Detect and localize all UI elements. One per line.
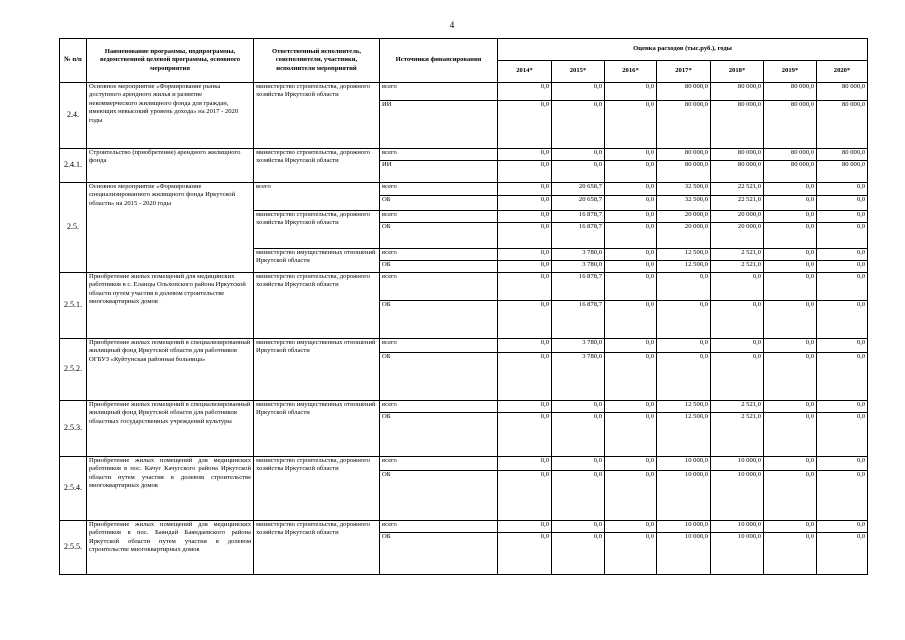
cell-value: 0,0 (498, 211, 552, 223)
table-row (60, 401, 868, 413)
row-executor: министерство строительства, дорожного хозяйства Иркутской области (254, 457, 380, 521)
cell-value: 0,0 (817, 353, 868, 401)
cell-value: 80 000,0 (657, 101, 711, 149)
cell-value: 16 878,7 (552, 273, 605, 301)
row-name: Приобретение жилых помещений для медицинских работников в пос. Качуг Качугского района Иркутской области путем участия в долевом строительстве многоквартирных домов (87, 457, 254, 521)
cell-value: 0,0 (552, 521, 605, 533)
cell-value: 3 780,0 (552, 339, 605, 353)
row-source: всего (380, 149, 498, 161)
row-source: всего (380, 273, 498, 301)
row-source: всего (380, 401, 498, 413)
row-name: Основное мероприятие «Формирование рынка доступного арендного жилья и развитие некоммерческого жилищного фонда для граждан, имеющих невысокий уровень дохода» на 2017 - 2020 годы (87, 83, 254, 149)
header-executor: Ответственный исполнитель, соисполнители, участники, исполнители мероприятий (254, 39, 380, 83)
cell-value: 32 500,0 (657, 196, 711, 211)
cell-value: 0,0 (817, 301, 868, 339)
cell-value: 0,0 (498, 101, 552, 149)
cell-value: 12 500,0 (657, 261, 711, 273)
cell-value: 80 000,0 (764, 161, 817, 183)
cell-value: 0,0 (605, 101, 657, 149)
row-source: всего (380, 249, 498, 261)
table-row (60, 521, 868, 533)
cell-value: 0,0 (552, 457, 605, 471)
row-source: ОБ (380, 196, 498, 211)
row-name: Основное мероприятие «Формирование специализированного жилищного фонда Иркутской области» на 2015 - 2020 годы (87, 183, 254, 273)
table-row (60, 457, 868, 471)
cell-value: 3 780,0 (552, 249, 605, 261)
cell-value: 0,0 (711, 273, 764, 301)
cell-value: 0,0 (605, 161, 657, 183)
cell-value: 0,0 (498, 83, 552, 101)
row-name: Приобретение жилых помещений в специализированный жилищный фонд Иркутской области для работников областных государственных учреждений культуры (87, 401, 254, 457)
cell-value: 0,0 (552, 101, 605, 149)
cell-value: 0,0 (817, 339, 868, 353)
row-source: всего (380, 183, 498, 196)
cell-value: 20 000,0 (657, 223, 711, 249)
row-name: Строительство (приобретение) арендного жилищного фонда (87, 149, 254, 183)
cell-value: 0,0 (764, 471, 817, 521)
cell-value: 0,0 (657, 353, 711, 401)
cell-value: 0,0 (817, 401, 868, 413)
cell-value: 12 500,0 (657, 413, 711, 457)
cell-value: 0,0 (498, 273, 552, 301)
row-source: всего (380, 83, 498, 101)
cell-value: 0,0 (764, 261, 817, 273)
row-executor: министерство строительства, дорожного хозяйства Иркутской области (254, 521, 380, 575)
row-executor: министерство имущественных отношений Иркутской области (254, 339, 380, 401)
cell-value: 0,0 (764, 211, 817, 223)
header-year: 2015* (552, 61, 605, 83)
cell-value: 0,0 (498, 521, 552, 533)
cell-value: 0,0 (498, 401, 552, 413)
cell-value: 20 658,7 (552, 183, 605, 196)
row-name: Приобретение жилых помещений для медицинских работников в пос. Баяндай Баяндаевского района Иркутской области путем участия в долевом строительстве многоквартирных домов (87, 521, 254, 575)
cell-value: 80 000,0 (817, 83, 868, 101)
cell-value: 32 500,0 (657, 183, 711, 196)
cell-value: 80 000,0 (657, 83, 711, 101)
page-number: 4 (449, 20, 455, 30)
cell-value: 0,0 (498, 149, 552, 161)
cell-value: 2 521,0 (711, 413, 764, 457)
row-source: всего (380, 211, 498, 223)
header-estimate: Оценка расходов (тыс.руб.), годы (498, 39, 868, 61)
table-row (60, 273, 868, 301)
cell-value: 0,0 (817, 457, 868, 471)
cell-value: 22 521,0 (711, 196, 764, 211)
cell-value: 0,0 (552, 149, 605, 161)
expenses-table (59, 38, 868, 575)
cell-value: 0,0 (605, 301, 657, 339)
row-number: 2.4.1. (60, 149, 87, 183)
cell-value: 0,0 (817, 533, 868, 575)
header-num: № п/п (60, 39, 87, 83)
cell-value: 12 500,0 (657, 249, 711, 261)
table-row (60, 183, 868, 196)
cell-value: 0,0 (605, 353, 657, 401)
cell-value: 0,0 (817, 413, 868, 457)
cell-value: 0,0 (817, 273, 868, 301)
row-source: всего (380, 339, 498, 353)
cell-value: 0,0 (552, 161, 605, 183)
cell-value: 0,0 (817, 521, 868, 533)
header-year: 2017* (657, 61, 711, 83)
cell-value: 0,0 (605, 183, 657, 196)
cell-value: 80 000,0 (764, 149, 817, 161)
row-source: всего (380, 521, 498, 533)
cell-value: 10 000,0 (711, 533, 764, 575)
header-year: 2016* (605, 61, 657, 83)
cell-value: 0,0 (498, 533, 552, 575)
cell-value: 0,0 (817, 471, 868, 521)
header-year: 2018* (711, 61, 764, 83)
cell-value: 0,0 (552, 413, 605, 457)
cell-value: 0,0 (605, 339, 657, 353)
row-source: ОБ (380, 533, 498, 575)
cell-value: 0,0 (552, 471, 605, 521)
row-source: ОБ (380, 301, 498, 339)
cell-value: 16 878,7 (552, 301, 605, 339)
cell-value: 0,0 (605, 149, 657, 161)
cell-value: 0,0 (498, 183, 552, 196)
cell-value: 0,0 (817, 223, 868, 249)
cell-value: 0,0 (817, 261, 868, 273)
cell-value: 80 000,0 (817, 161, 868, 183)
cell-value: 0,0 (657, 301, 711, 339)
row-number: 2.5. (60, 183, 87, 273)
cell-value: 0,0 (498, 161, 552, 183)
row-executor: министерство строительства, дорожного хозяйства Иркутской области (254, 273, 380, 339)
cell-value: 0,0 (764, 223, 817, 249)
cell-value: 0,0 (764, 273, 817, 301)
cell-value: 0,0 (605, 261, 657, 273)
cell-value: 10 000,0 (657, 521, 711, 533)
cell-value: 20 000,0 (657, 211, 711, 223)
cell-value: 80 000,0 (657, 161, 711, 183)
row-name: Приобретение жилых помещений в специализированный жилищный фонд Иркутской области для работников ОГБУЗ «Куйтунская районная больница» (87, 339, 254, 401)
cell-value: 10 000,0 (711, 521, 764, 533)
cell-value: 0,0 (498, 339, 552, 353)
row-executor: министерство строительства, дорожного хозяйства Иркутской области (254, 83, 380, 149)
cell-value: 3 780,0 (552, 261, 605, 273)
header-year: 2014* (498, 61, 552, 83)
cell-value: 10 000,0 (657, 533, 711, 575)
row-executor: министерство строительства, дорожного хозяйства Иркутской области (254, 149, 380, 183)
cell-value: 0,0 (764, 521, 817, 533)
cell-value: 0,0 (764, 413, 817, 457)
cell-value: 80 000,0 (764, 83, 817, 101)
cell-value: 0,0 (552, 533, 605, 575)
cell-value: 0,0 (605, 83, 657, 101)
cell-value: 16 878,7 (552, 211, 605, 223)
cell-value: 20 000,0 (711, 223, 764, 249)
cell-value: 0,0 (605, 413, 657, 457)
cell-value: 80 000,0 (817, 149, 868, 161)
cell-value: 0,0 (764, 183, 817, 196)
cell-value: 10 000,0 (711, 457, 764, 471)
row-executor: министерство имущественных отношений Иркутской области (254, 401, 380, 457)
cell-value: 0,0 (764, 249, 817, 261)
cell-value: 0,0 (552, 401, 605, 413)
header-row-1 (60, 39, 868, 61)
cell-value: 80 000,0 (817, 101, 868, 149)
cell-value: 0,0 (711, 301, 764, 339)
cell-value: 0,0 (498, 223, 552, 249)
cell-value: 22 521,0 (711, 183, 764, 196)
cell-value: 0,0 (605, 223, 657, 249)
cell-value: 80 000,0 (657, 149, 711, 161)
cell-value: 0,0 (711, 339, 764, 353)
cell-value: 20 000,0 (711, 211, 764, 223)
cell-value: 20 658,7 (552, 196, 605, 211)
cell-value: 0,0 (764, 457, 817, 471)
cell-value: 10 000,0 (657, 471, 711, 521)
cell-value: 0,0 (764, 401, 817, 413)
cell-value: 0,0 (605, 521, 657, 533)
row-number: 2.5.1. (60, 273, 87, 339)
cell-value: 0,0 (605, 533, 657, 575)
row-source: ИИ (380, 161, 498, 183)
cell-value: 80 000,0 (764, 101, 817, 149)
cell-value: 0,0 (605, 273, 657, 301)
cell-value: 0,0 (817, 183, 868, 196)
row-name: Приобретение жилых помещений для медицинских работников в с. Еланцы Ольхонского района Иркутской области путем участия в долевом строительстве многоквартирных домов (87, 273, 254, 339)
cell-value: 80 000,0 (711, 149, 764, 161)
cell-value: 80 000,0 (711, 161, 764, 183)
cell-value: 0,0 (498, 249, 552, 261)
row-executor: всего (254, 183, 380, 211)
row-source: ОБ (380, 261, 498, 273)
header-year: 2020* (817, 61, 868, 83)
row-executor: министерство строительства, дорожного хозяйства Иркутской области (254, 211, 380, 249)
header-year: 2019* (764, 61, 817, 83)
cell-value: 0,0 (764, 339, 817, 353)
cell-value: 3 780,0 (552, 353, 605, 401)
cell-value: 0,0 (552, 83, 605, 101)
cell-value: 0,0 (657, 273, 711, 301)
cell-value: 0,0 (764, 301, 817, 339)
cell-value: 16 878,7 (552, 223, 605, 249)
cell-value: 0,0 (817, 196, 868, 211)
cell-value: 0,0 (764, 353, 817, 401)
cell-value: 0,0 (605, 196, 657, 211)
cell-value: 2 521,0 (711, 261, 764, 273)
cell-value: 0,0 (764, 196, 817, 211)
cell-value: 0,0 (605, 471, 657, 521)
table-row (60, 149, 868, 161)
cell-value: 0,0 (498, 471, 552, 521)
row-number: 2.5.2. (60, 339, 87, 401)
cell-value: 0,0 (764, 533, 817, 575)
header-name: Наименование программы, подпрограммы, ведомственной целевой программы, основного мероприятия (87, 39, 254, 83)
cell-value: 0,0 (498, 353, 552, 401)
cell-value: 80 000,0 (711, 101, 764, 149)
row-number: 2.5.5. (60, 521, 87, 575)
cell-value: 0,0 (605, 401, 657, 413)
cell-value: 0,0 (498, 301, 552, 339)
cell-value: 0,0 (498, 413, 552, 457)
row-source: всего (380, 457, 498, 471)
row-source: ОБ (380, 353, 498, 401)
row-number: 2.5.3. (60, 401, 87, 457)
header-source: Источники финансирования (380, 39, 498, 83)
row-source: ОБ (380, 223, 498, 249)
cell-value: 12 500,0 (657, 401, 711, 413)
cell-value: 10 000,0 (657, 457, 711, 471)
row-executor: министерство имущественных отношений Иркутской области (254, 249, 380, 273)
row-number: 2.5.4. (60, 457, 87, 521)
cell-value: 0,0 (657, 339, 711, 353)
cell-value: 0,0 (605, 457, 657, 471)
table-row (60, 339, 868, 353)
cell-value: 0,0 (498, 196, 552, 211)
table-row (60, 83, 868, 101)
row-source: ИИ (380, 101, 498, 149)
cell-value: 0,0 (605, 211, 657, 223)
cell-value: 80 000,0 (711, 83, 764, 101)
row-number: 2.4. (60, 83, 87, 149)
cell-value: 0,0 (498, 261, 552, 273)
cell-value: 2 521,0 (711, 249, 764, 261)
cell-value: 0,0 (817, 211, 868, 223)
row-source: ОБ (380, 413, 498, 457)
row-source: ОБ (380, 471, 498, 521)
cell-value: 10 000,0 (711, 471, 764, 521)
cell-value: 2 521,0 (711, 401, 764, 413)
cell-value: 0,0 (498, 457, 552, 471)
cell-value: 0,0 (605, 249, 657, 261)
cell-value: 0,0 (711, 353, 764, 401)
cell-value: 0,0 (817, 249, 868, 261)
